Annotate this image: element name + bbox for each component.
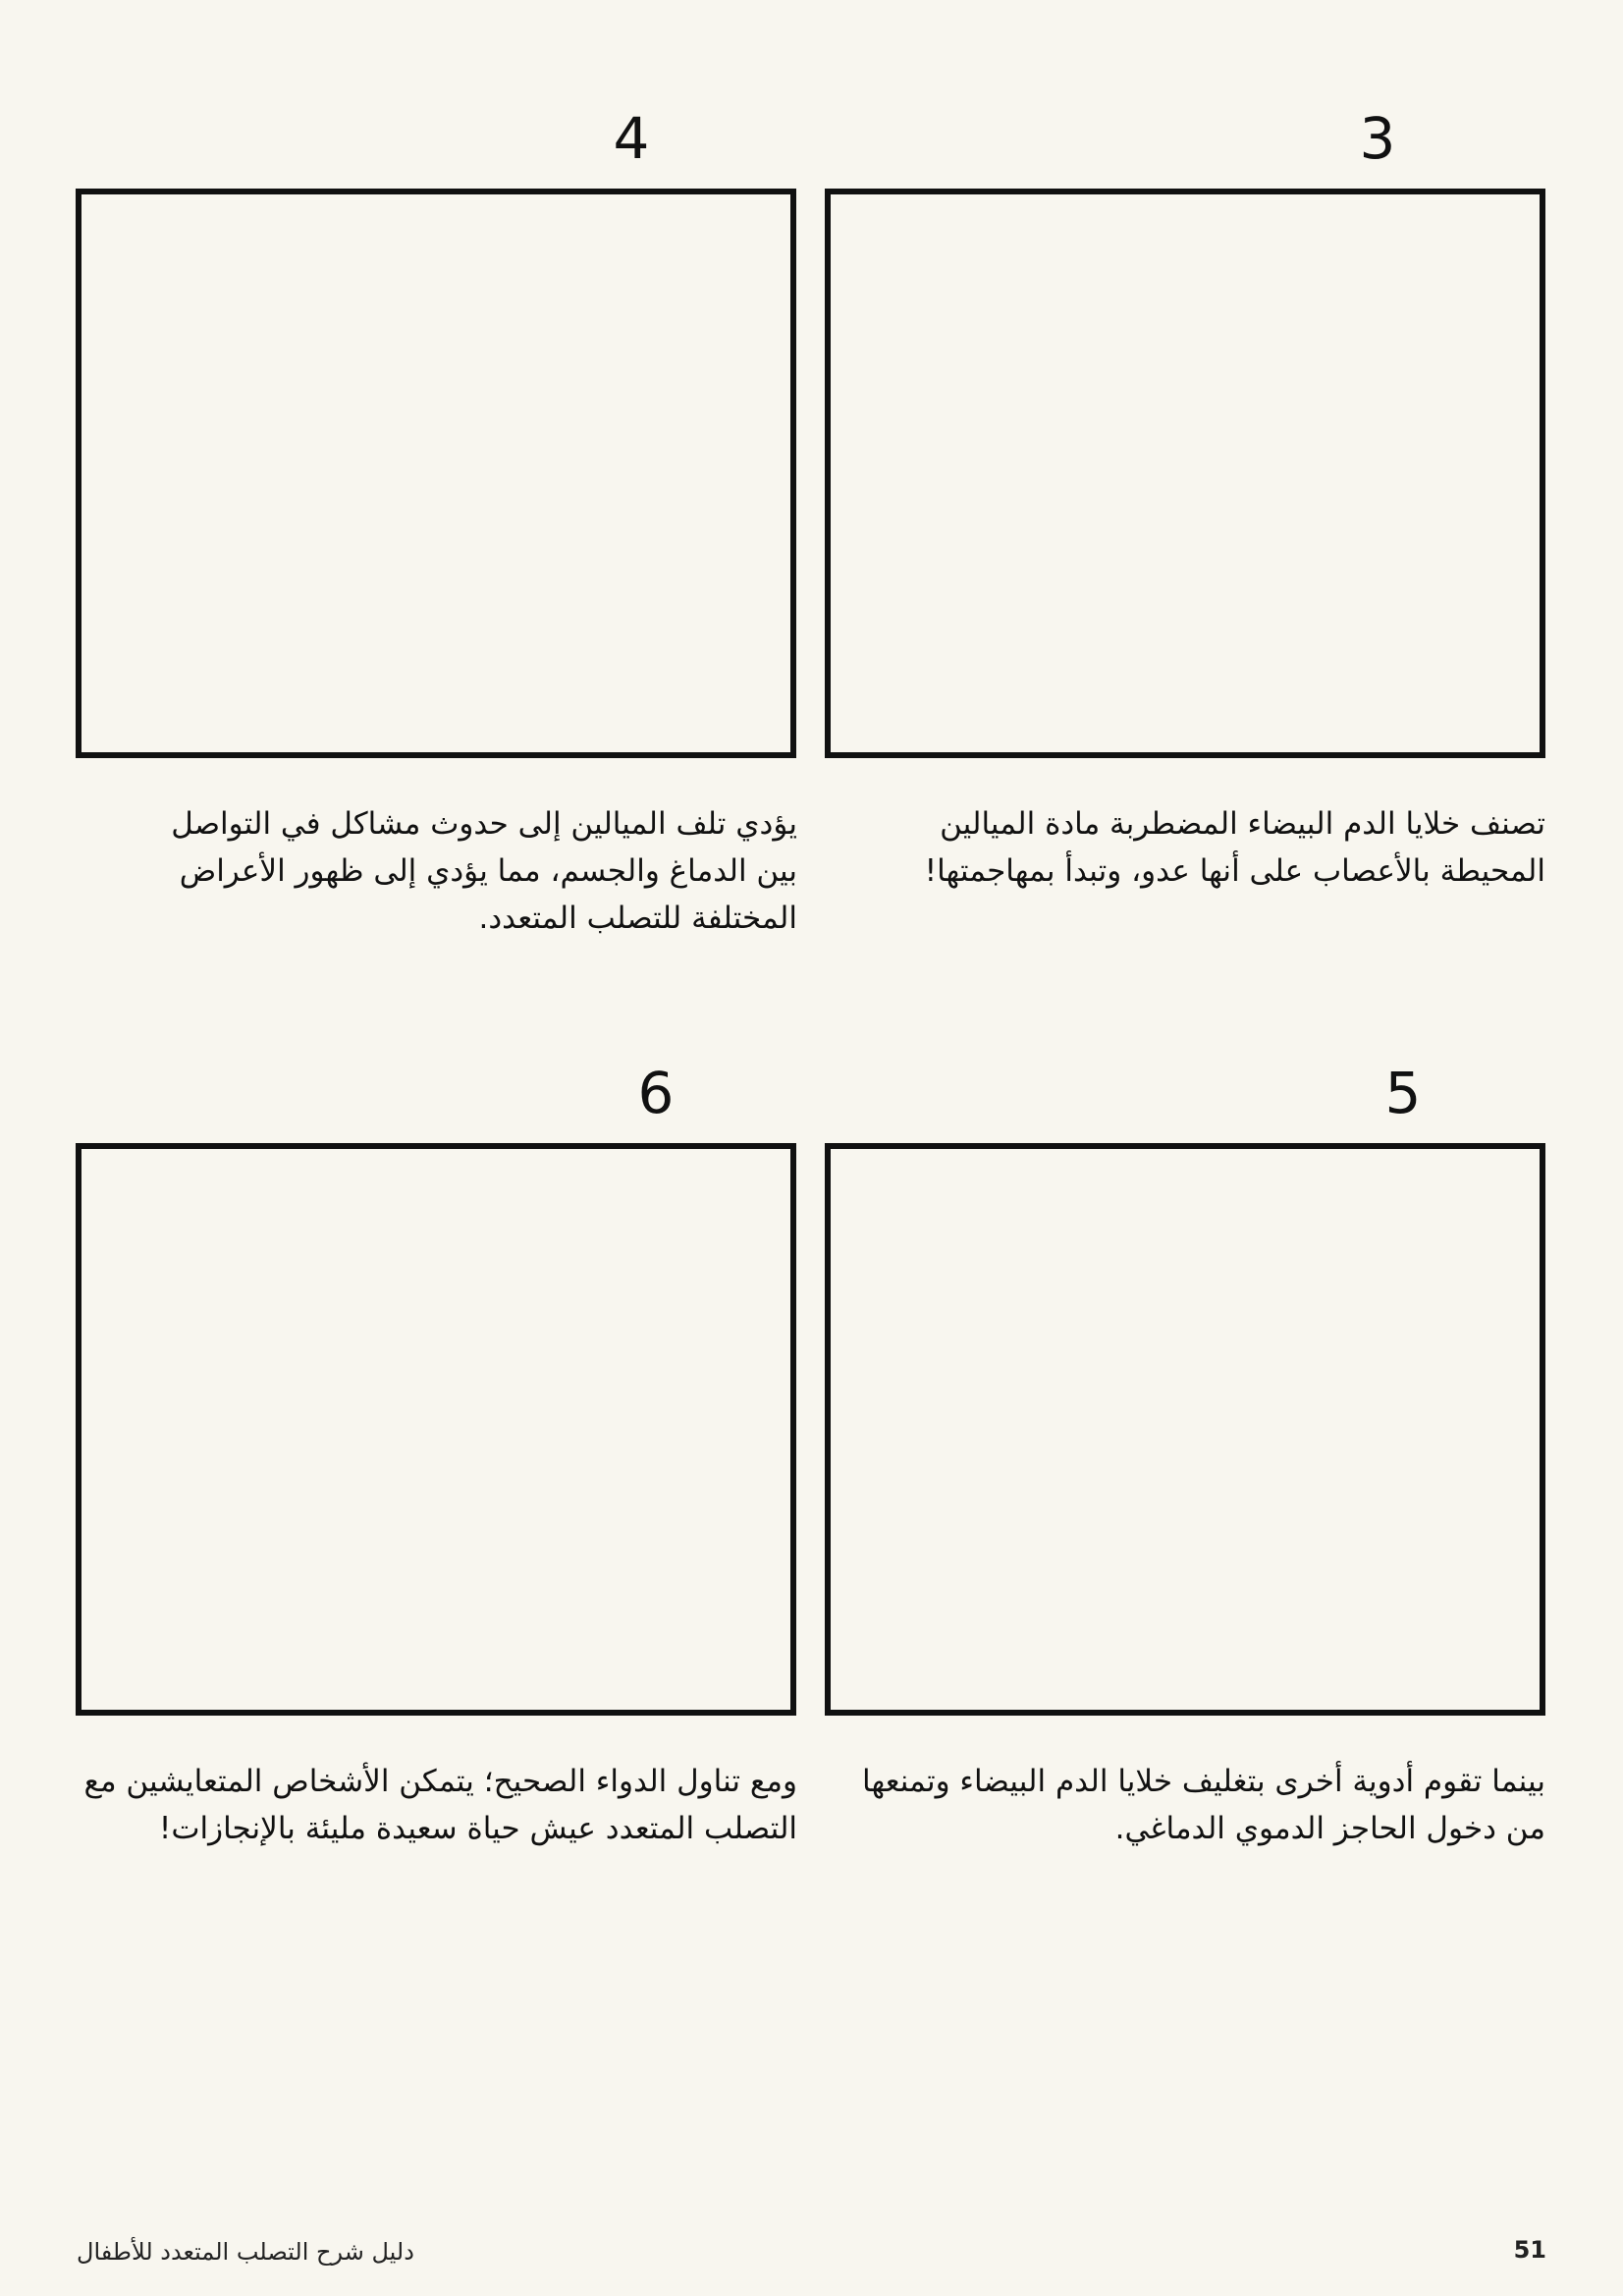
panel-number-3: 3 (1359, 105, 1396, 172)
panel-number-6: 6 (637, 1060, 675, 1126)
drawing-frame-3[interactable] (825, 189, 1545, 758)
panel-number-5: 5 (1384, 1060, 1422, 1126)
drawing-frame-6[interactable] (76, 1143, 796, 1716)
drawing-frame-4[interactable] (76, 189, 796, 758)
panel-caption-4: يؤدي تلف الميالين إلى حدوث مشاكل في التواصل بين الدماغ والجسم، مما يؤدي إلى ظهور الأعراض المختلفة للتصلب المتعدد. (171, 806, 797, 936)
panel-caption-6: ومع تناول الدواء الصحيح؛ يتمكن الأشخاص المتعايشين مع التصلب المتعدد عيش حياة سعيدة مليئة بالإنجازات! (83, 1764, 797, 1846)
panel-caption-5: بينما تقوم أدوية أخرى بتغليف خلايا الدم البيضاء وتمنعها من دخول الحاجز الدموي الدماغي. (862, 1764, 1545, 1846)
drawing-frame-5[interactable] (825, 1143, 1545, 1716)
panel-caption-3: تصنف خلايا الدم البيضاء المضطربة مادة الميالين المحيطة بالأعصاب على أنها عدو، وتبدأ بمهاجمتها! (924, 806, 1545, 889)
panel-number-4: 4 (613, 105, 650, 172)
page-number: 51 (1513, 2236, 1546, 2264)
footer-book-title: دليل شرح التصلب المتعدد للأطفال (77, 2238, 414, 2266)
